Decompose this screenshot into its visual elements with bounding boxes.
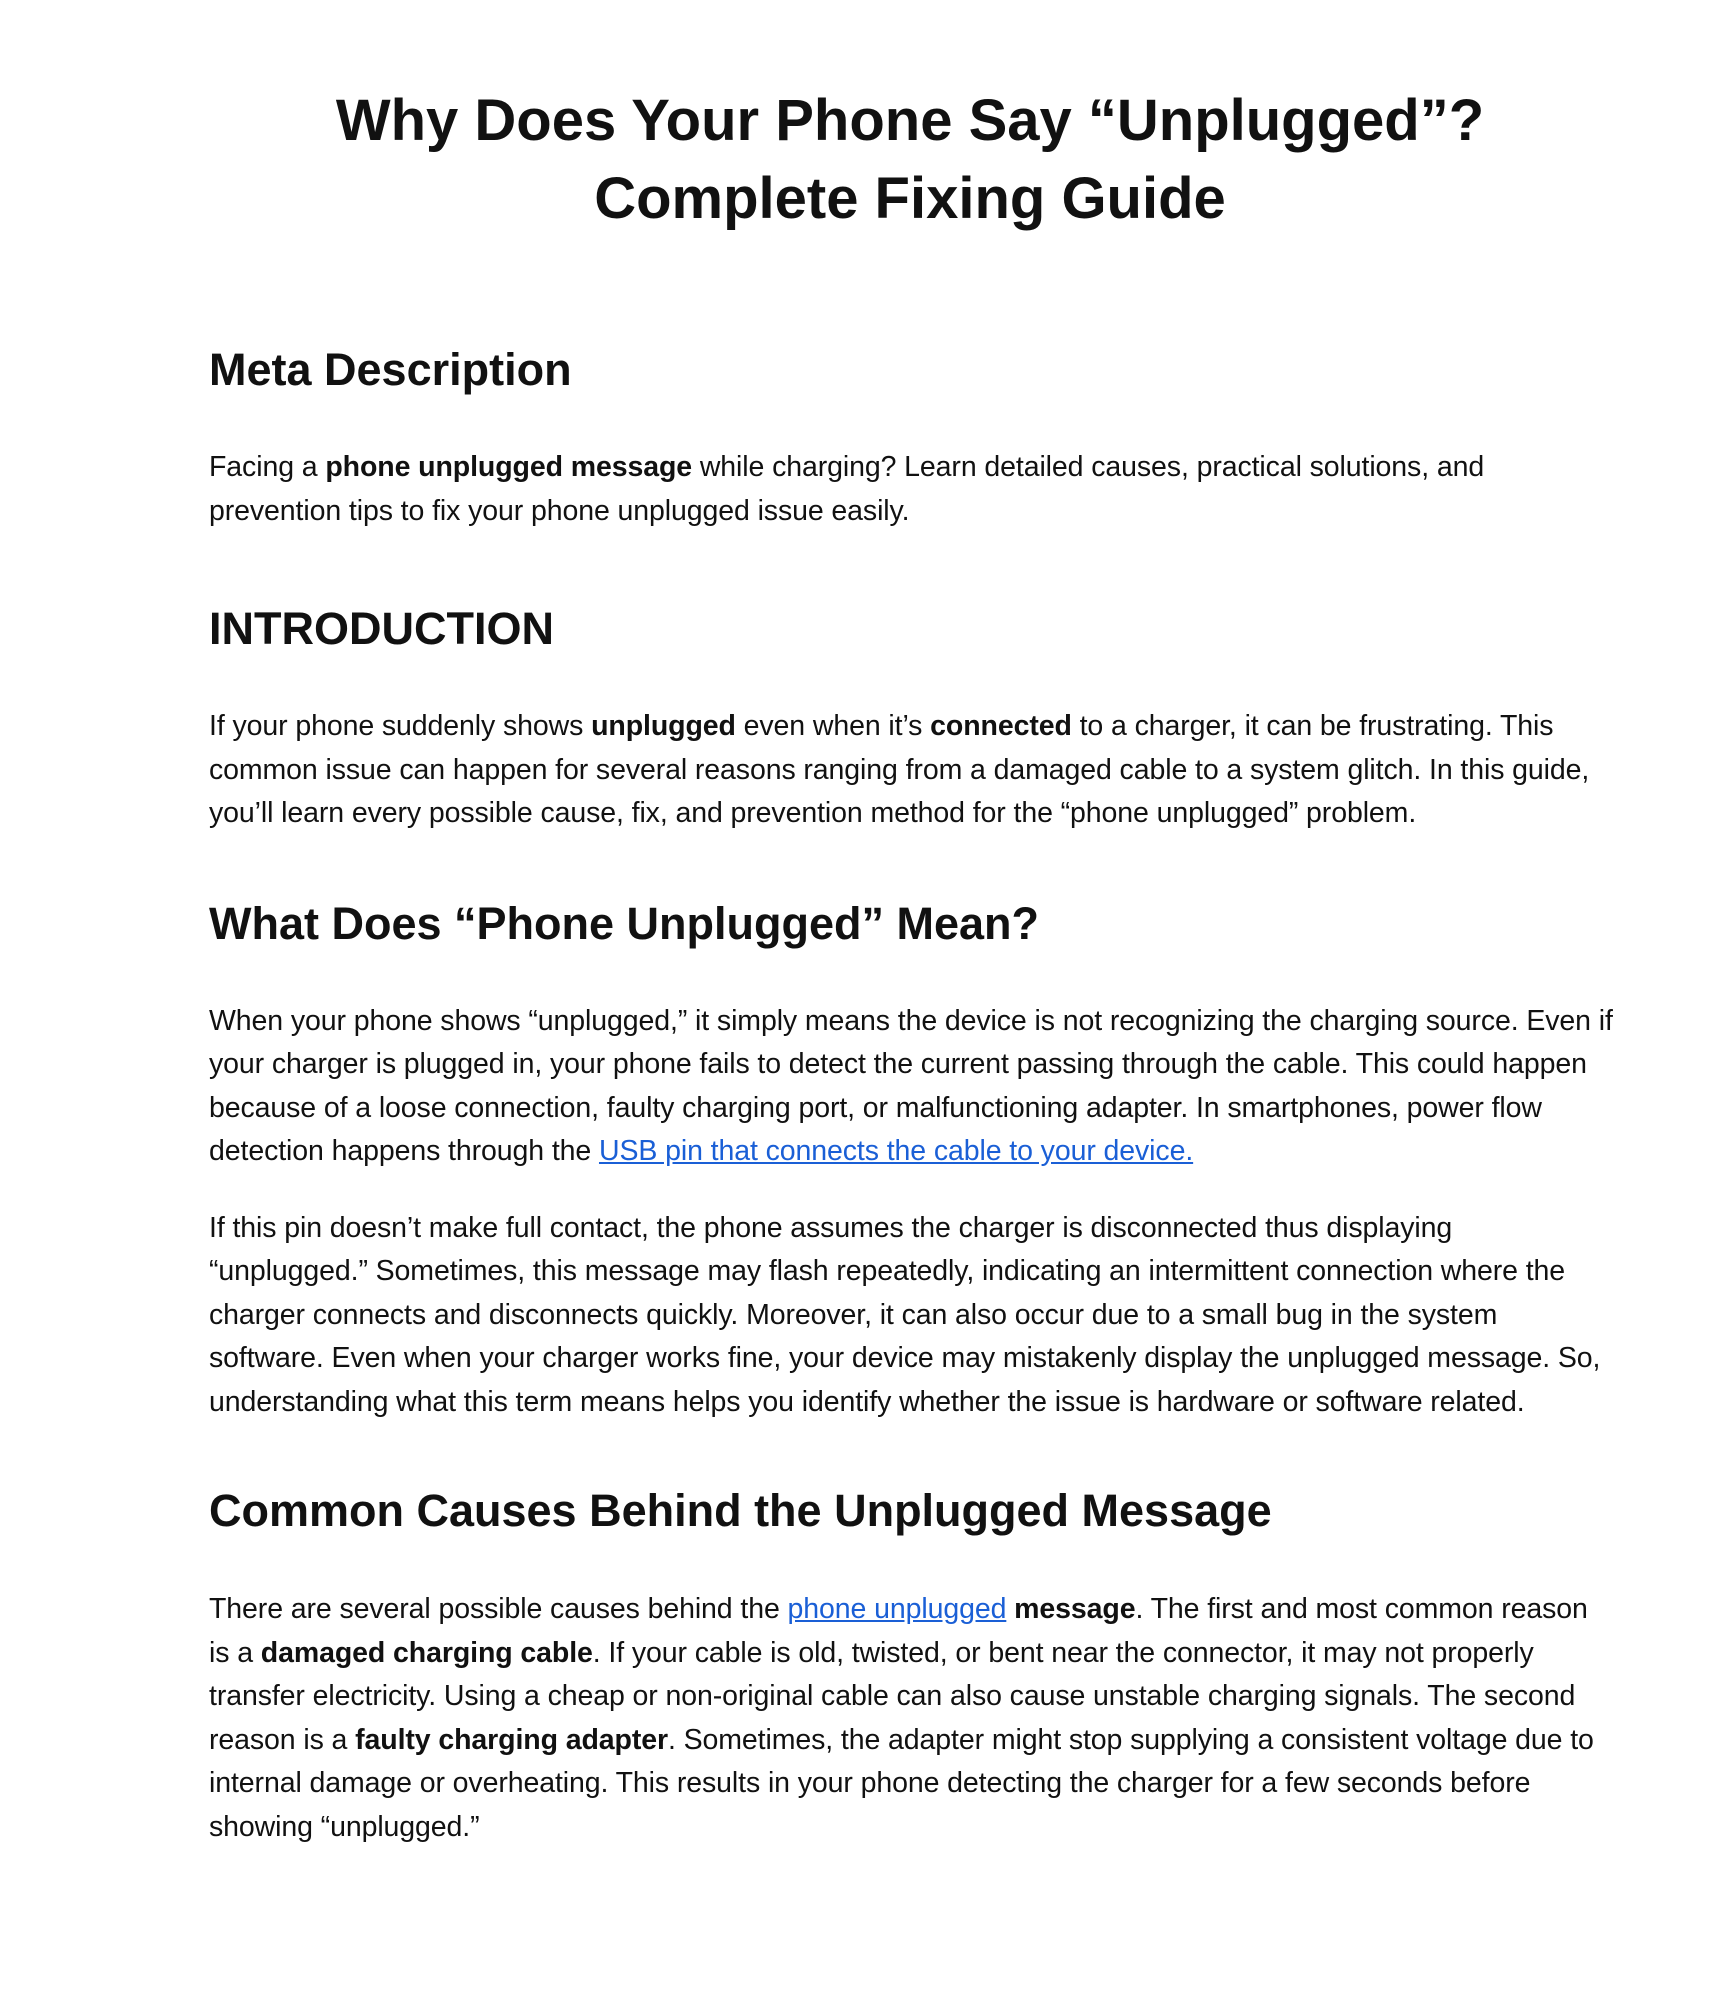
text-run: There are several possible causes behind the bbox=[209, 1593, 788, 1625]
meta-description-paragraph bbox=[209, 446, 1614, 533]
title-line-2: Complete Fixing Guide bbox=[594, 166, 1226, 231]
usb-pin-link[interactable]: USB pin that connects the cable to your device. bbox=[598, 1135, 1194, 1167]
text-run bbox=[1006, 1593, 1014, 1625]
bold-phrase: faulty charging adapter bbox=[355, 1723, 668, 1756]
common-causes-heading: Common Causes Behind the Unplugged Message bbox=[209, 1485, 1272, 1536]
bold-phrase: connected bbox=[930, 710, 1072, 742]
introduction-paragraph bbox=[209, 705, 1614, 836]
meta-description-heading: Meta Description bbox=[209, 344, 572, 395]
document-body bbox=[209, 340, 1614, 1849]
title-line-1: Why Does Your Phone Say “Unplugged”? bbox=[335, 88, 1485, 153]
text-run: If your phone suddenly shows bbox=[209, 710, 592, 742]
bold-phrase: unplugged bbox=[591, 710, 736, 742]
common-causes-paragraph bbox=[209, 1588, 1614, 1849]
phone-unplugged-link[interactable]: phone unplugged bbox=[787, 1593, 1007, 1625]
bold-phrase: phone unplugged message bbox=[325, 451, 692, 483]
text-run: When your phone shows “unplugged,” it simply means the device is not recognizing the charging source. Even if your charger is plugged in, your phone fails to detect the current passing through the cable. This could happen because of a loose connection, faulty charging port, or malfunctioning adapter. In smartphones, power flow detection happens through the bbox=[209, 1004, 1613, 1167]
text-run: while charging? Learn detailed causes, practical solutions, and prevention tips to fix your phone unplugged issue easily. bbox=[209, 451, 1485, 527]
meaning-paragraph-2: If this pin doesn’t make full contact, the phone assumes the charger is disconnected thus displaying “unplugged.” Sometimes, this message may flash repeatedly, indicating an intermittent connection where the charger connects and disconnects quickly. Moreover, it can also occur due to a small bug in the system software. Even when your charger works fine, your device may mistakenly display the unplugged message. So, understanding what this term means helps you identify whether the issue is hardware or software related. bbox=[209, 1211, 1601, 1418]
text-run: . The first and most common reason is a bbox=[209, 1593, 1588, 1669]
text-run: . If your cable is old, twisted, or bent near the connector, it may not properly transfer electricity. Using a cheap or non-original cable can also cause unstable charging signals. The second reason is a bbox=[209, 1636, 1576, 1756]
text-run: to a charger, it can be frustrating. This common issue can happen for several reasons ranging from a damaged cable to a system glitch. In this guide, you’ll learn every possible cause, fix, and prevention method for the “phone unplugged” problem. bbox=[209, 710, 1590, 829]
text-run: . Sometimes, the adapter might stop supplying a consistent voltage due to internal damage or overheating. This results in your phone detecting the charger for a few seconds before showing “unplugged.” bbox=[209, 1723, 1594, 1843]
meaning-heading: What Does “Phone Unplugged” Mean? bbox=[209, 897, 1039, 949]
meaning-paragraph-1 bbox=[209, 1000, 1614, 1174]
bold-phrase: message bbox=[1014, 1593, 1136, 1625]
bold-phrase: damaged charging cable bbox=[260, 1636, 593, 1669]
document-title bbox=[220, 82, 1600, 238]
text-run: Facing a bbox=[209, 451, 326, 483]
introduction-heading: INTRODUCTION bbox=[209, 603, 554, 654]
text-run: even when it’s bbox=[735, 710, 931, 742]
